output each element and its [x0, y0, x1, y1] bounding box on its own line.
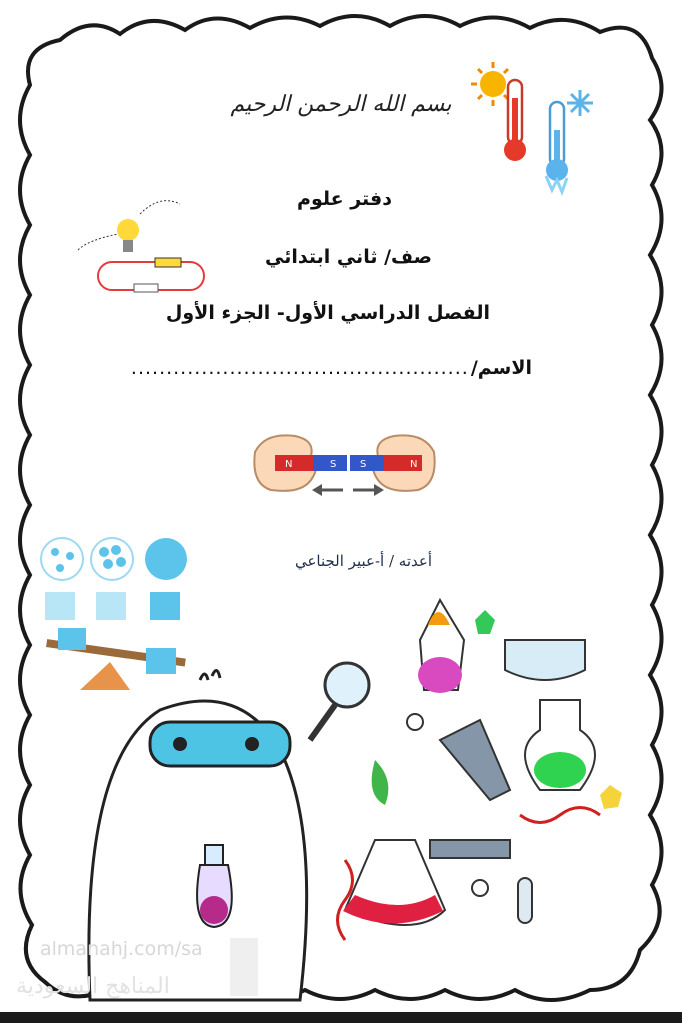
temperature-icon	[471, 62, 593, 192]
grade-line: صف/ ثاني ابتدائي	[264, 246, 432, 268]
magnet-right-n: N	[410, 459, 418, 470]
term-line: الفصل الدراسي الأول- الجزء الأول	[165, 302, 490, 324]
watermark-brand: المناهج السعودية	[16, 974, 170, 999]
author-credit: أعدته / أ-عبير الجناعي	[294, 552, 432, 570]
magnet-icon	[254, 435, 434, 496]
name-dotted-field[interactable]: ................................................	[130, 357, 469, 379]
bottom-bar	[0, 1012, 682, 1023]
name-label: الاسم/	[470, 357, 532, 379]
watermark-url: almanahj.com/sa	[40, 938, 203, 960]
watermark-block	[230, 938, 258, 996]
circuit-icon	[78, 201, 204, 292]
magnet-right-s: S	[360, 459, 367, 470]
magnet-left-s: S	[330, 459, 337, 470]
bismillah-header: بسم الله الرحمن الرحيم	[230, 92, 452, 117]
lab-equipment-collage	[310, 600, 622, 940]
magnet-left-n: N	[285, 459, 293, 470]
name-line	[131, 357, 532, 379]
notebook-title: دفتر علوم	[297, 188, 392, 210]
particles-icon	[41, 538, 187, 690]
